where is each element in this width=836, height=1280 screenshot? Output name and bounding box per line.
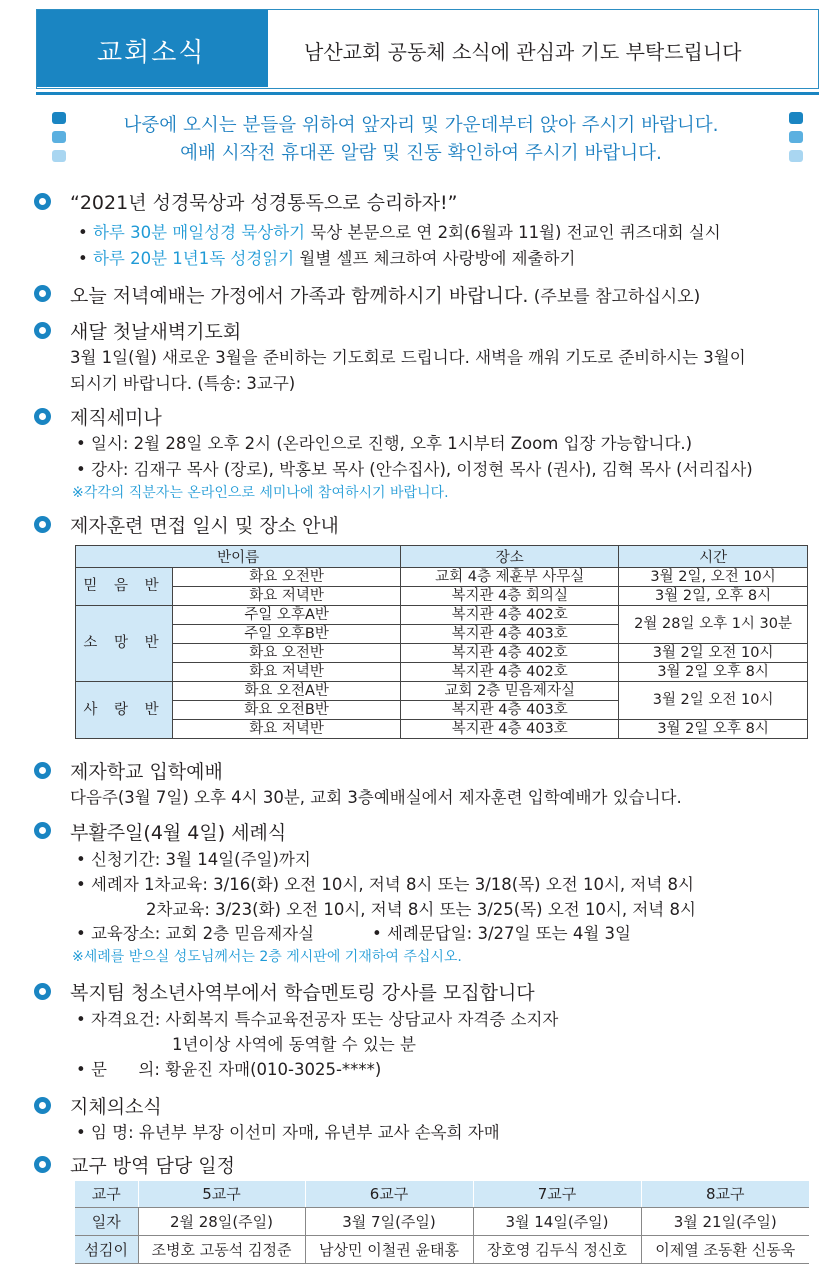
bullet-icon	[34, 408, 51, 425]
table-row	[76, 587, 808, 606]
table-cell: 조병호 고동석 김정준	[138, 1235, 305, 1263]
table-row	[76, 644, 808, 663]
item-line: 다음주(3월 7일) 오후 4시 30분, 교회 3층예배실에서 제자훈련 입학예배가 있습니다.	[70, 788, 682, 807]
notice-line: 예배 시작전 휴대폰 알람 및 진동 확인하여 주시기 바랍니다.	[180, 143, 662, 164]
table-cell: 복지관 4층 403호	[401, 625, 619, 644]
item-line: • 신청기간: 3월 14일(주일)까지	[76, 850, 311, 869]
table-header-row	[75, 1181, 809, 1207]
group-cell: 믿 음 반	[76, 568, 173, 606]
table-header: 반이름	[76, 546, 401, 568]
table-cell: 3월 21일(주일)	[641, 1207, 809, 1235]
item-line: • 문 의: 황윤진 자매(010-3025-****)	[76, 1060, 382, 1079]
table-cell: 교회 4층 제훈부 사무실	[401, 568, 619, 587]
quarantine-table	[75, 1181, 809, 1264]
row-label: 일자	[75, 1207, 138, 1235]
header-title-box	[37, 10, 268, 87]
item-line: • 하루 20분 1년1독 성경읽기 월별 셀프 체크하여 사랑방에 제출하기	[78, 249, 576, 268]
table-cell: 2월 28일 오후 1시 30분	[619, 606, 808, 644]
bullet-icon	[34, 1156, 51, 1173]
group-cell: 소 망 반	[76, 606, 173, 682]
table-row	[76, 568, 808, 587]
table-cell: 복지관 4층 402호	[401, 606, 619, 625]
item-title-school: 제자학교 입학예배	[70, 761, 223, 783]
notice-line: 나중에 오시는 분들을 위하여 앞자리 및 가운데부터 앉아 주시기 바랍니다.	[123, 115, 719, 136]
table-cell: 장호영 김두식 정신호	[473, 1235, 641, 1263]
table-cell: 복지관 4층 403호	[401, 701, 619, 720]
item-title-training: 제자훈련 면접 일시 및 장소 안내	[70, 515, 339, 537]
table-cell: 화요 오전반	[173, 644, 401, 663]
item-title-seminar: 제직세미나	[70, 407, 162, 429]
table-row	[75, 1207, 809, 1235]
bullet-icon	[34, 285, 51, 302]
bullet-icon	[34, 762, 51, 779]
item-title-staff: 지체의소식	[70, 1096, 162, 1118]
table-cell: 3월 2일 오전 10시	[619, 682, 808, 720]
table-cell: 주일 오후A반	[173, 606, 401, 625]
table-header: 7교구	[473, 1181, 641, 1207]
left-square-icon	[52, 112, 66, 124]
right-square-icon	[789, 150, 803, 162]
item-title-note: (주보를 참고하십시오)	[528, 287, 701, 307]
table-header: 교구	[75, 1181, 138, 1207]
bullet-icon	[34, 822, 51, 839]
notice	[96, 112, 746, 168]
item-line: • 일시: 2월 28일 오후 2시 (온라인으로 진행, 오후 1시부터 Zoom 입장 가능합니다.)	[76, 434, 693, 453]
table-header: 6교구	[305, 1181, 473, 1207]
header-title: 교회소식	[97, 38, 206, 68]
item-line: • 임 명: 유년부 부장 이선미 자매, 유년부 교사 손옥희 자매	[76, 1123, 500, 1142]
table-header: 8교구	[641, 1181, 809, 1207]
table-header: 5교구	[138, 1181, 305, 1207]
bullet-icon	[34, 516, 51, 533]
table-cell: 복지관 4층 402호	[401, 663, 619, 682]
table-cell: 교회 2층 믿음제자실	[401, 682, 619, 701]
highlight-text: 하루 30분 매일성경 묵상하기	[92, 223, 306, 242]
table-cell: 3월 7일(주일)	[305, 1207, 473, 1235]
table-cell: 3월 2일 오후 8시	[619, 720, 808, 739]
row-label: 섬김이	[75, 1235, 138, 1263]
item-title-evening	[70, 281, 700, 308]
news-header	[36, 9, 819, 89]
table-cell: 화요 오전B반	[173, 701, 401, 720]
item-title-scripture: “2021년 성경묵상과 성경통독으로 승리하자!”	[70, 192, 458, 214]
item-text: 묵상 본문으로 연 2회(6월과 11월) 전교인 퀴즈대회 실시	[305, 223, 721, 242]
item-line: 되시기 바랍니다. (특송: 3교구)	[70, 374, 296, 393]
table-cell: 3월 2일 오전 10시	[619, 644, 808, 663]
item-line: • 세례자 1차교육: 3/16(화) 오전 10시, 저녁 8시 또는 3/18(목) 오전 10시, 저녁 8시	[76, 875, 694, 894]
item-note: ※세례를 받으실 성도님께서는 2층 게시판에 기재하여 주십시오.	[72, 949, 462, 965]
table-cell: 이제열 조동환 신동욱	[641, 1235, 809, 1263]
right-square-icon	[789, 112, 803, 124]
table-row	[76, 663, 808, 682]
table-cell: 화요 오전A반	[173, 682, 401, 701]
table-cell: 복지관 4층 403호	[401, 720, 619, 739]
item-title-quarantine: 교구 방역 담당 일정	[70, 1155, 235, 1177]
item-note: ※각각의 직분자는 온라인으로 세미나에 참여하시기 바랍니다.	[72, 485, 449, 501]
table-cell: 화요 저녁반	[173, 663, 401, 682]
header-subtitle: 남산교회 공동체 소식에 관심과 기도 부탁드립니다	[304, 40, 742, 64]
table-cell: 복지관 4층 회의실	[401, 587, 619, 606]
item-line: • 자격요건: 사회복지 특수교육전공자 또는 상담교사 자격증 소지자	[76, 1010, 559, 1029]
table-header: 장소	[401, 546, 619, 568]
table-cell: 남상민 이철권 윤태홍	[305, 1235, 473, 1263]
item-line: 1년이상 사역에 동역할 수 있는 분	[172, 1035, 416, 1054]
bullet-icon	[34, 322, 51, 339]
bullet-icon	[34, 983, 51, 1000]
table-row	[76, 682, 808, 701]
table-cell: 복지관 4층 402호	[401, 644, 619, 663]
table-row	[76, 720, 808, 739]
group-cell: 사 랑 반	[76, 682, 173, 739]
item-title-mentor: 복지팀 청소년사역부에서 학습멘토링 강사를 모집합니다	[70, 982, 535, 1004]
table-cell: 2월 28일(주일)	[138, 1207, 305, 1235]
item-line: • 하루 30분 매일성경 묵상하기 묵상 본문으로 연 2회(6월과 11월) 전교인 퀴즈대회 실시	[78, 223, 721, 242]
table-cell: 3월 2일 오후 8시	[619, 663, 808, 682]
bullet-icon	[34, 193, 51, 210]
table-cell: 3월 2일, 오후 8시	[619, 587, 808, 606]
table-cell: 주일 오후B반	[173, 625, 401, 644]
table-header-row	[76, 546, 808, 568]
item-line: • 강사: 김재구 목사 (장로), 박홍보 목사 (안수집사), 이정현 목사 (권사), 김혁 목사 (서리집사)	[76, 460, 753, 479]
item-text: 월별 셀프 체크하여 사랑방에 제출하기	[294, 249, 576, 268]
right-square-icon	[789, 131, 803, 143]
item-line: 2차교육: 3/23(화) 오전 10시, 저녁 8시 또는 3/25(목) 오전 10시, 저녁 8시	[146, 900, 696, 919]
table-cell: 3월 14일(주일)	[473, 1207, 641, 1235]
left-square-icon	[52, 131, 66, 143]
table-cell: 3월 2일, 오전 10시	[619, 568, 808, 587]
item-line: 3월 1일(월) 새로운 3월을 준비하는 기도회로 드립니다. 새벽을 깨워 기도로 준비하시는 3월이	[70, 348, 746, 367]
bullet-icon	[34, 1097, 51, 1114]
item-title-dawn: 새달 첫날새벽기도회	[70, 321, 242, 343]
highlight-text: 하루 20분 1년1독 성경읽기	[92, 249, 295, 268]
table-row	[76, 606, 808, 625]
item-title-text: 오늘 저녁예배는 가정에서 가족과 함께하시기 바랍니다.	[70, 285, 529, 307]
item-line: • 교육장소: 교회 2층 믿음제자실	[76, 924, 315, 943]
table-row	[75, 1235, 809, 1263]
header-underline	[36, 92, 819, 95]
item-title-baptism: 부활주일(4월 4일) 세례식	[70, 822, 287, 844]
table-cell: 화요 저녁반	[173, 587, 401, 606]
left-square-icon	[52, 150, 66, 162]
training-table	[75, 545, 808, 739]
table-cell: 화요 오전반	[173, 568, 401, 587]
item-line: • 세례문답일: 3/27일 또는 4월 3일	[372, 924, 631, 943]
table-cell: 화요 저녁반	[173, 720, 401, 739]
table-header: 시간	[619, 546, 808, 568]
